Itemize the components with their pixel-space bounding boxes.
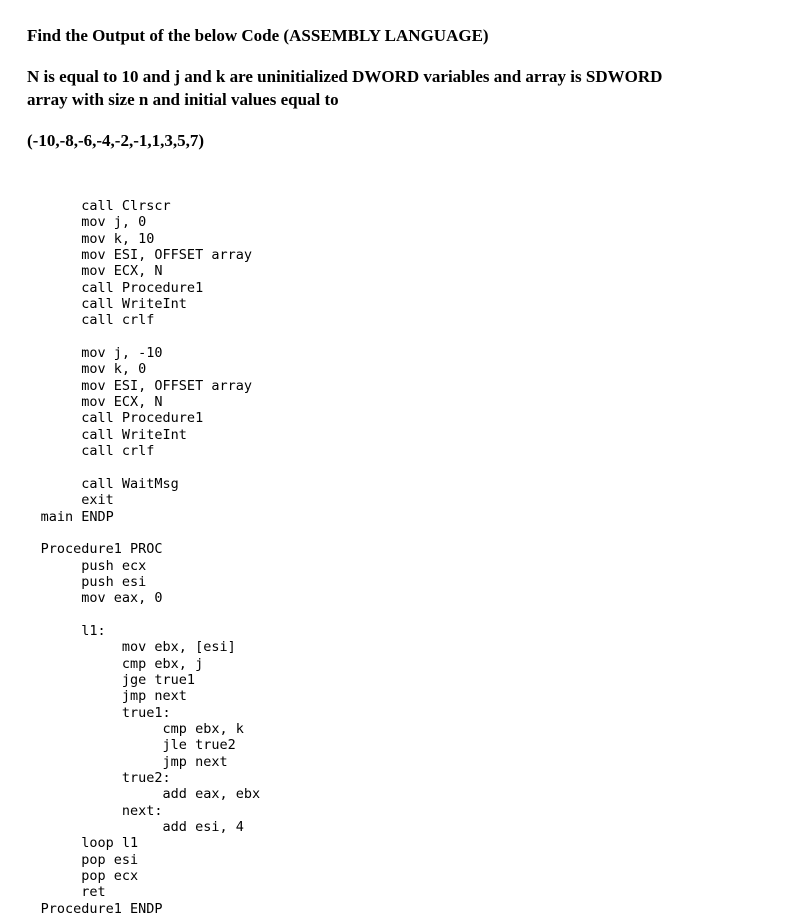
code-line: [0, 525, 260, 541]
code-line: add eax, ebx: [0, 786, 261, 803]
code-line: call Procedure1: [0, 279, 204, 296]
code-line: push ecx: [0, 557, 147, 574]
description-line-2: array with size n and initial values equal to: [27, 90, 339, 109]
code-line: jmp next: [0, 688, 187, 705]
code-line: mov ECX, N: [0, 263, 163, 280]
code-line: next:: [0, 802, 163, 819]
code-line: pop ecx: [0, 868, 139, 885]
code-line: call Procedure1: [0, 410, 204, 427]
code-line: mov eax, 0: [0, 590, 163, 607]
code-line: call WaitMsg: [0, 475, 179, 492]
code-line: mov j, 0: [0, 214, 147, 231]
description-line-1: N is equal to 10 and j and k are uninitialized DWORD variables and array is SDWORD: [27, 67, 663, 86]
code-line: true1:: [0, 704, 171, 721]
code-line: exit: [0, 492, 114, 509]
code-line: loop l1: [0, 835, 139, 852]
code-line: pop esi: [0, 851, 139, 868]
code-line: main ENDP: [0, 508, 114, 525]
code-line: [0, 329, 260, 345]
code-line: ret: [0, 884, 106, 901]
code-line: jle true2: [0, 737, 236, 754]
code-line: [0, 460, 260, 476]
code-line: cmp ebx, j: [0, 655, 204, 672]
assembly-code-block: [0, 198, 260, 917]
code-line: mov k, 0: [0, 361, 147, 378]
code-line: mov ECX, N: [0, 394, 163, 411]
code-line: mov k, 10: [0, 230, 155, 247]
code-line: push esi: [0, 573, 147, 590]
code-line: [0, 607, 260, 623]
code-line: call WriteInt: [0, 296, 187, 313]
code-line: call Clrscr: [0, 198, 171, 214]
code-line: jmp next: [0, 753, 228, 770]
code-line: add esi, 4: [0, 819, 244, 836]
code-line: mov ESI, OFFSET array: [0, 247, 252, 264]
code-line: call WriteInt: [0, 426, 187, 443]
code-line: mov ESI, OFFSET array: [0, 377, 252, 394]
code-line: l1:: [0, 622, 106, 639]
array-initial-values: (-10,-8,-6,-4,-2,-1,1,3,5,7): [27, 131, 205, 150]
code-line: call crlf: [0, 443, 155, 460]
question-title: Find the Output of the below Code (ASSEMBLY LANGUAGE): [27, 26, 489, 45]
code-line: Procedure1 PROC: [0, 541, 163, 558]
code-line: jge true1: [0, 671, 196, 688]
code-line: mov ebx, [esi]: [0, 639, 236, 656]
code-line: cmp ebx, k: [0, 721, 244, 737]
code-line: mov j, -10: [0, 345, 163, 362]
code-line: call crlf: [0, 312, 155, 329]
code-line: Procedure1 ENDP: [0, 900, 163, 917]
code-line: true2:: [0, 770, 171, 787]
